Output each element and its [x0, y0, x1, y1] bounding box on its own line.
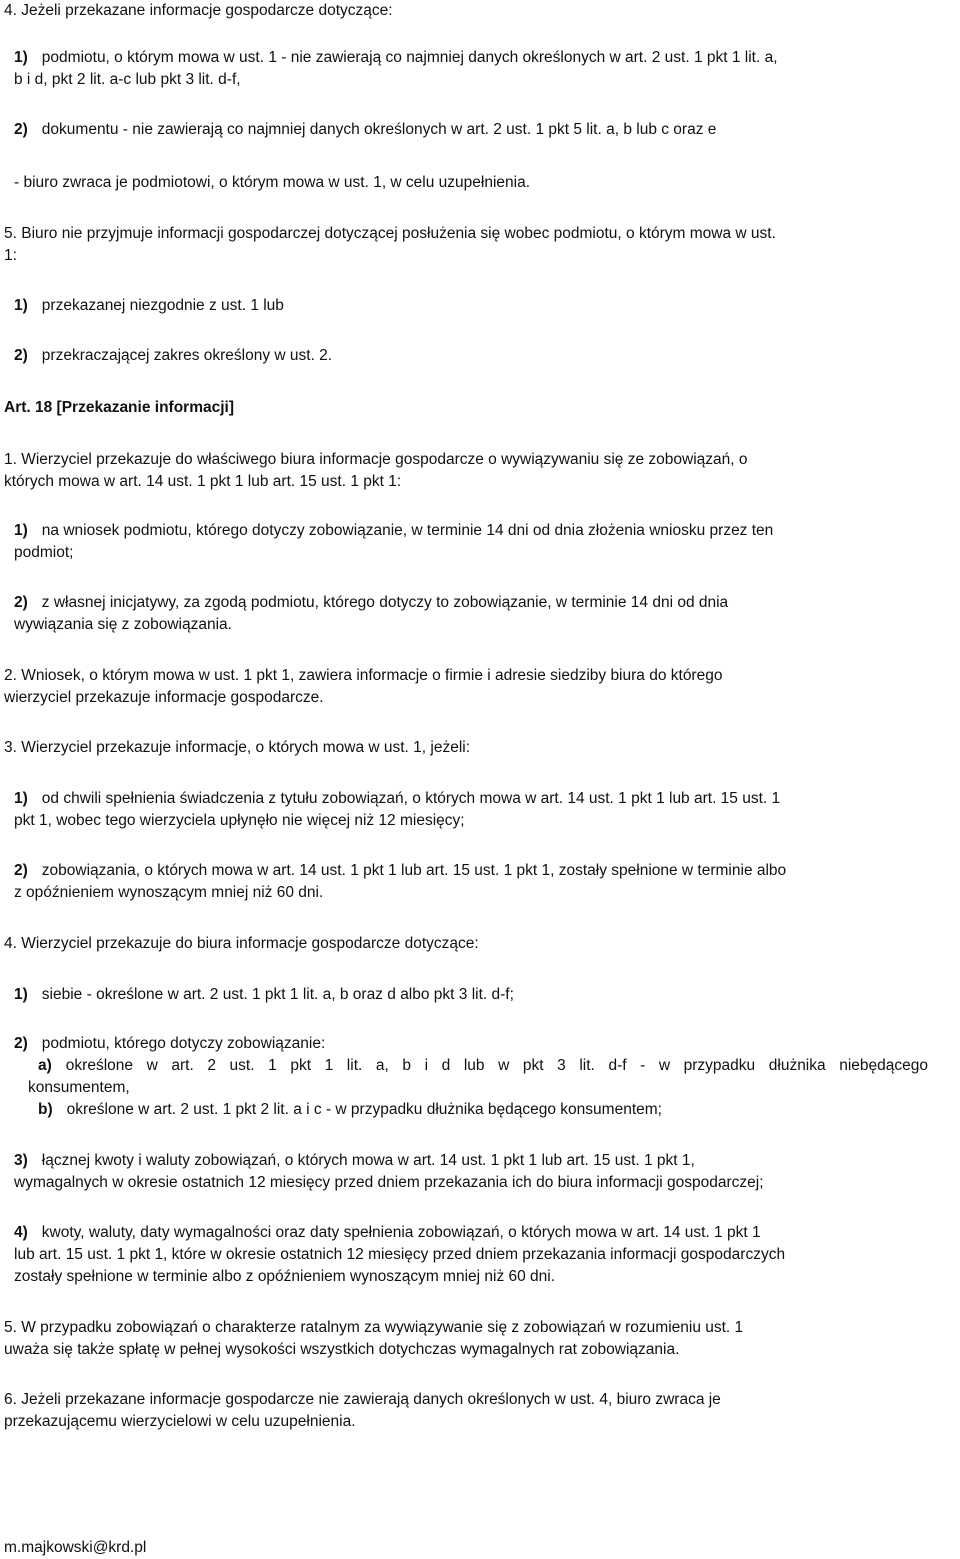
footer-email: m.majkowski@krd.pl: [4, 1538, 147, 1556]
paragraph-5-art18-line1: 5. W przypadku zobowiązań o charakterze ratalnym za wywiązywanie się z zobowiązań w rozumieniu ust. 1: [4, 1319, 744, 1336]
item-text: określone w art. 2 ust. 1 pkt 1 lit. a, b i d lub w pkt 3 lit. d-f - w przypadku dłużnika niebędącego: [65, 1057, 928, 1074]
item-number: 1): [14, 522, 28, 539]
list-item: [14, 1222, 940, 1244]
item-text: kwoty, waluty, daty wymagalności oraz daty spełnienia zobowiązań, o których mowa w art. 14 ust. 1 pkt 1: [41, 1224, 761, 1241]
article-heading: Art. 18 [Przekazanie informacji]: [4, 399, 234, 416]
list-item: [14, 860, 940, 882]
item-text: podmiotu, o którym mowa w ust. 1 - nie zawierają co najmniej danych określonych w art. 2 ust. 1 pkt 1 lit. a,: [41, 49, 778, 66]
item-letter: b): [38, 1101, 53, 1118]
paragraph-4-outro: - biuro zwraca je podmiotowi, o którym mowa w ust. 1, w celu uzupełnienia.: [14, 174, 531, 191]
paragraph-6-line1: 6. Jeżeli przekazane informacje gospodarcze nie zawierają danych określonych w ust. 4, biuro zwraca je: [4, 1391, 721, 1408]
item-text: z własnej inicjatywy, za zgodą podmiotu, którego dotyczy to zobowiązanie, w terminie 14 dni od dnia: [41, 594, 729, 611]
list-item: [14, 119, 940, 141]
item-number: 4): [14, 1224, 28, 1241]
item-number: 2): [14, 347, 28, 364]
list-item: [14, 345, 940, 367]
item-continuation: zostały spełnione w terminie albo z opóźnieniem wynoszącym mniej niż 60 dni.: [14, 1268, 556, 1285]
item-text: podmiotu, którego dotyczy zobowiązanie:: [41, 1035, 326, 1052]
paragraph-5-art18-line2: uważa się także spłatę w pełnej wysokości wszystkich dotychczas wymagalnych rat zobowiązania.: [4, 1341, 680, 1358]
item-number: 1): [14, 297, 28, 314]
item-number: 2): [14, 1035, 28, 1052]
item-number: 1): [14, 986, 28, 1003]
sub-list-item: [38, 1055, 928, 1077]
item-number: 1): [14, 49, 28, 66]
list-item: [14, 295, 940, 317]
item-continuation: z opóźnieniem wynoszącym mniej niż 60 dni.: [14, 884, 324, 901]
list-item: [14, 592, 940, 614]
paragraph-6-line2: przekazującemu wierzycielowi w celu uzupełnienia.: [4, 1413, 356, 1430]
item-continuation: pkt 1, wobec tego wierzyciela upłynęło nie więcej niż 12 miesięcy;: [14, 812, 465, 829]
item-letter: a): [38, 1057, 52, 1074]
item-text: siebie - określone w art. 2 ust. 1 pkt 1 lit. a, b oraz d albo pkt 3 lit. d-f;: [41, 986, 514, 1003]
list-item: [14, 520, 940, 542]
item-text: zobowiązania, o których mowa w art. 14 ust. 1 pkt 1 lub art. 15 ust. 1 pkt 1, zostały spełnione w terminie albo: [41, 862, 787, 879]
list-item: [14, 1150, 940, 1172]
item-text: od chwili spełnienia świadczenia z tytułu zobowiązań, o których mowa w art. 14 ust. 1 pkt 1 lub art. 15 ust. 1: [41, 790, 781, 807]
paragraph-5-line1: 5. Biuro nie przyjmuje informacji gospodarczej dotyczącej posłużenia się wobec podmiotu, o którym mowa w ust.: [4, 225, 776, 242]
item-continuation: wywiązania się z zobowiązania.: [14, 616, 232, 633]
item-continuation: wymagalnych w okresie ostatnich 12 miesięcy przed dniem przekazania ich do biura informacji gospodarczej;: [14, 1174, 764, 1191]
item-number: 2): [14, 594, 28, 611]
item-text: łącznej kwoty i waluty zobowiązań, o których mowa w art. 14 ust. 1 pkt 1 lub art. 15 ust. 1 pkt 1,: [41, 1152, 695, 1169]
item-text: przekraczającej zakres określony w ust. 2.: [41, 347, 333, 364]
item-text: przekazanej niezgodnie z ust. 1 lub: [41, 297, 284, 314]
paragraph-2-line2: wierzyciel przekazuje informacje gospodarcze.: [4, 689, 324, 706]
paragraph-4-art18-intro: 4. Wierzyciel przekazuje do biura informacje gospodarcze dotyczące:: [4, 935, 479, 952]
paragraph-4-intro: 4. Jeżeli przekazane informacje gospodarcze dotyczące:: [4, 2, 393, 19]
item-number: 1): [14, 790, 28, 807]
list-item: [14, 984, 940, 1006]
list-item: [14, 788, 940, 810]
item-text: określone w art. 2 ust. 1 pkt 2 lit. a i c - w przypadku dłużnika będącego konsumentem;: [66, 1101, 662, 1118]
paragraph-2-line1: 2. Wniosek, o którym mowa w ust. 1 pkt 1, zawiera informacje o firmie i adresie siedziby biura do którego: [4, 667, 723, 684]
paragraph-1-line1: 1. Wierzyciel przekazuje do właściwego biura informacje gospodarcze o wywiązywaniu się ze zobowiązań, o: [4, 451, 748, 468]
item-continuation: lub art. 15 ust. 1 pkt 1, które w okresie ostatnich 12 miesięcy przed dniem przekazania informacji gospodarczych: [14, 1246, 786, 1263]
sub-list-item: [38, 1099, 942, 1121]
list-item: [14, 47, 940, 69]
item-number: 3): [14, 1152, 28, 1169]
item-number: 2): [14, 862, 28, 879]
item-text: na wniosek podmiotu, którego dotyczy zobowiązanie, w terminie 14 dni od dnia złożenia wniosku przez ten: [41, 522, 774, 539]
item-number: 2): [14, 121, 28, 138]
item-continuation: b i d, pkt 2 lit. a-c lub pkt 3 lit. d-f,: [14, 71, 241, 88]
paragraph-1-line2: których mowa w art. 14 ust. 1 pkt 1 lub art. 15 ust. 1 pkt 1:: [4, 473, 402, 490]
paragraph-5-line2: 1:: [4, 247, 17, 264]
item-continuation: podmiot;: [14, 544, 74, 561]
item-continuation: konsumentem,: [28, 1079, 130, 1096]
paragraph-3-intro: 3. Wierzyciel przekazuje informacje, o których mowa w ust. 1, jeżeli:: [4, 739, 471, 756]
item-text: dokumentu - nie zawierają co najmniej danych określonych w art. 2 ust. 1 pkt 5 lit. a, b lub c oraz e: [41, 121, 717, 138]
list-item: [14, 1033, 940, 1055]
